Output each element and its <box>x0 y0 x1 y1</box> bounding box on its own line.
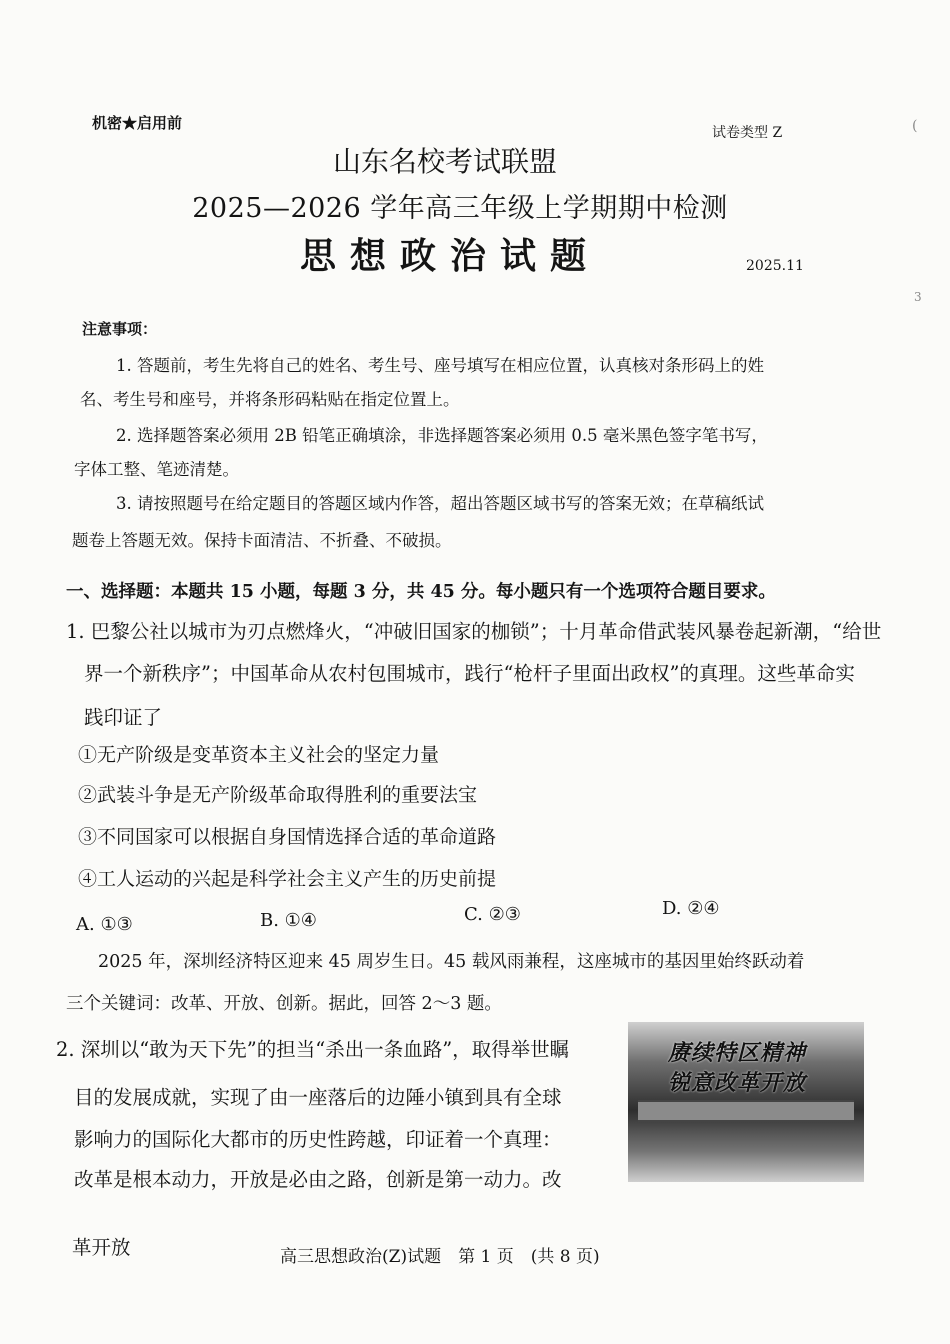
edge-mark: ( <box>912 118 918 134</box>
section-heading: 一、选择题：本题共 15 小题，每题 3 分，共 45 分。每小题只有一个选项符合题目要求。 <box>66 582 776 602</box>
organization-title: 山东名校考试联盟 <box>332 145 557 178</box>
edge-mark: 3 <box>914 290 922 304</box>
question-1-line: 界一个新秩序”；中国革命从农村包围城市，践行“枪杆子里面出政权”的真理。这些革命实 <box>84 662 855 685</box>
notice-line: 1. 答题前，考生先将自己的姓名、考生号、座号填写在相应位置，认真核对条形码上的姓 <box>116 356 764 375</box>
page-footer: 高三思想政治(Z)试题 第 1 页 (共 8 页) <box>280 1247 600 1267</box>
question-2-line: 影响力的国际化大都市的历史性跨越，印证着一个真理： <box>74 1128 562 1151</box>
material-lead-line: 2025 年，深圳经济特区迎来 45 周岁生日。45 载风雨兼程，这座城市的基因里始终跃动着 <box>98 952 805 972</box>
exam-date: 2025.11 <box>746 258 804 274</box>
question-2-continuation: 革开放 <box>72 1236 131 1259</box>
notice-line: 字体工整、笔迹清楚。 <box>74 460 239 479</box>
shenzhen-photo <box>628 1022 864 1182</box>
question-1-statement: ①无产阶级是变革资本主义社会的坚定力量 <box>78 744 440 766</box>
question-1-choice-a: A. ①③ <box>76 914 133 935</box>
notice-line: 题卷上答题无效。保持卡面清洁、不折叠、不破损。 <box>72 531 452 550</box>
paper-type: 试卷类型 Z <box>712 125 783 141</box>
subject-title: 思想政治试题 <box>299 235 600 277</box>
question-1-statement: ③不同国家可以根据自身国情选择合适的革命道路 <box>78 826 497 848</box>
notice-line: 3. 请按照题号在给定题目的答题区域内作答，超出答题区域书写的答案无效；在草稿纸试 <box>116 494 764 513</box>
question-1-choice-d: D. ②④ <box>662 898 720 919</box>
photo-banner <box>638 1100 854 1122</box>
question-2-line: 2. 深圳以“敢为天下先”的担当“杀出一条血路”，取得举世瞩 <box>56 1038 570 1061</box>
photo-slogan: 锐意改革开放 <box>668 1070 807 1096</box>
term-title: 2025—2026 学年高三年级上学期期中检测 <box>192 193 728 224</box>
photo-slogan: 赓续特区精神 <box>668 1040 807 1066</box>
question-1-line: 1. 巴黎公社以城市为刃点燃烽火，“冲破旧国家的枷锁”；十月革命借武装风暴卷起新潮，“给世 <box>66 620 882 643</box>
question-1-statement: ②武装斗争是无产阶级革命取得胜利的重要法宝 <box>78 784 478 806</box>
question-2-line: 目的发展成就，实现了由一座落后的边陲小镇到具有全球 <box>74 1086 562 1109</box>
question-1-line: 践印证了 <box>84 706 163 729</box>
confidential-mark: 机密★启用前 <box>92 114 183 132</box>
material-lead-line: 三个关键词：改革、开放、创新。据此，回答 2～3 题。 <box>66 994 502 1014</box>
question-1-choice-c: C. ②③ <box>464 904 521 925</box>
question-1-statement: ④工人运动的兴起是科学社会主义产生的历史前提 <box>78 868 497 890</box>
question-1-choice-b: B. ①④ <box>260 910 317 931</box>
question-2-line: 改革是根本动力，开放是必由之路，创新是第一动力。改 <box>74 1168 562 1191</box>
notice-title: 注意事项： <box>82 320 158 338</box>
photo-ground <box>628 1152 864 1182</box>
notice-line: 名、考生号和座号，并将条形码粘贴在指定位置上。 <box>80 390 460 409</box>
notice-line: 2. 选择题答案必须用 2B 铅笔正确填涂，非选择题答案必须用 0.5 毫米黑色签字笔书写， <box>116 426 768 445</box>
